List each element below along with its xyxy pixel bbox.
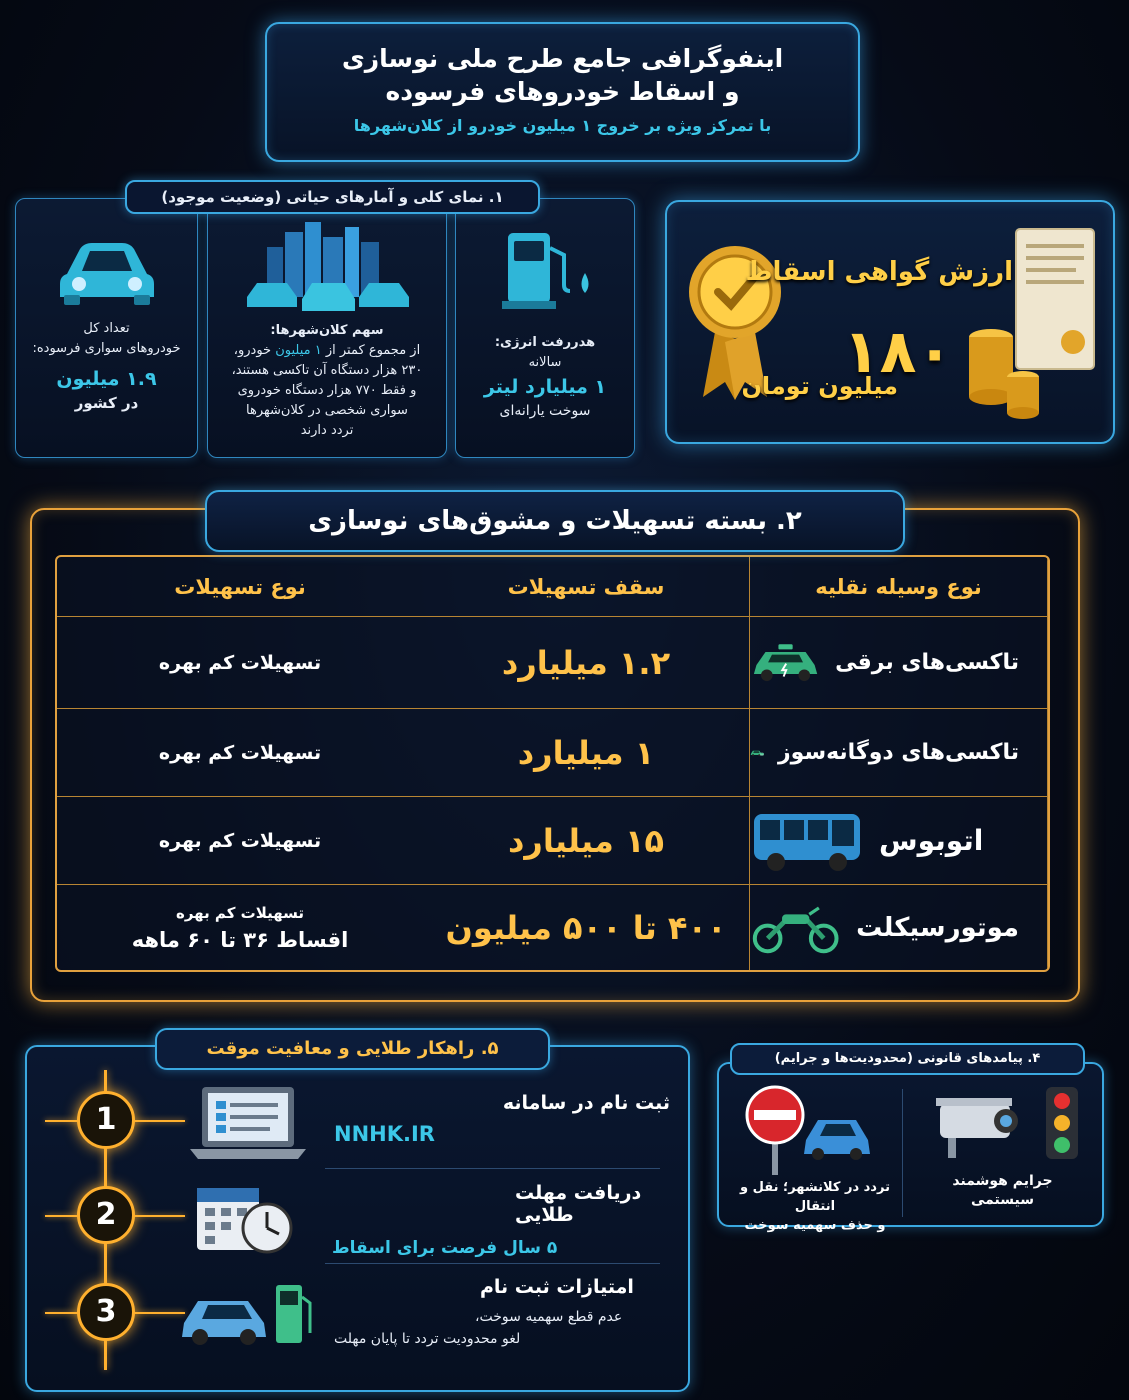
car-icon	[52, 229, 162, 309]
row-cap-motorcycle: ۴۰۰ تا ۵۰۰ میلیون	[423, 885, 750, 970]
page-header	[265, 22, 860, 162]
row-type-bus: تسهیلات کم بهره	[57, 797, 423, 885]
cng-taxi-icon	[750, 722, 764, 784]
page-title-line2: و اسقاط خودروهای فرسوده	[385, 77, 740, 106]
cities-line2: ۲۳۰ هزار دستگاه آن تاکسی هستند،	[231, 363, 423, 378]
cities-line5: تردد دارند	[300, 423, 354, 438]
section1-label: ۱. نمای کلی و آمارهای حیاتی (وضعیت موجود)	[125, 180, 540, 214]
step1-text	[330, 1092, 670, 1146]
total-cars-line2: خودروهای سواری فرسوده:	[32, 341, 181, 356]
car-fuel-icon	[178, 1275, 318, 1355]
cng-badge: CNG	[760, 754, 764, 756]
traffic-light-icon	[1040, 1085, 1085, 1165]
step3-number: 3	[77, 1283, 135, 1341]
header-vehicle: نوع وسیله نقلیه	[750, 557, 1048, 617]
step1-link[interactable]: NNHK.IR	[334, 1122, 435, 1146]
section5-label: ۵. راهکار طلایی و معافیت موقت	[155, 1028, 550, 1070]
step2-text	[330, 1182, 670, 1258]
row-cap-bus: ۱۵ میلیارد	[423, 797, 750, 885]
step1-number: 1	[77, 1091, 135, 1149]
speed-camera-icon	[930, 1090, 1030, 1165]
row-type-motorcycle: تسهیلات کم بهره اقساط ۳۶ تا ۶۰ ماهه	[131, 903, 349, 952]
row-cap-electric-taxi: ۱.۲ میلیارد	[423, 617, 750, 709]
step3-line2: لغو محدودیت تردد تا پایان مهلت	[334, 1331, 521, 1347]
cities-line4: سواری شخصی در کلان‌شهرها	[246, 403, 408, 418]
section4-label: ۴. پیامدهای قانونی (محدودیت‌ها و جرایم)	[730, 1043, 1085, 1075]
calendar-clock-icon	[193, 1178, 298, 1258]
step3-title: امتیازات ثبت نام	[480, 1276, 634, 1298]
step2-title: دریافت مهلت طلایی	[515, 1182, 642, 1226]
stat-card-total-cars	[15, 198, 198, 458]
certificate-unit: میلیون تومان	[741, 372, 898, 400]
stat-card-cities	[207, 198, 447, 458]
row-vehicle-motorcycle: موتورسیکلت	[750, 885, 1048, 970]
stat-card-energy	[455, 198, 635, 458]
row-vehicle-electric-taxi: تاکسی‌های برقی	[750, 617, 1048, 709]
energy-line3: سوخت یارانه‌ای	[499, 403, 591, 419]
energy-line2: سالانه	[528, 355, 562, 370]
row-type-electric-taxi: تسهیلات کم بهره	[57, 617, 423, 709]
total-cars-value: ۱.۹ میلیون	[56, 368, 157, 390]
fuel-pump-icon	[490, 223, 600, 313]
step3-line1: عدم قطع سهمیه سوخت،	[475, 1309, 623, 1325]
energy-line1: هدررفت انرژی:	[494, 335, 596, 350]
step-divider-1	[325, 1168, 660, 1169]
scrap-certificate-box	[665, 200, 1115, 444]
city-cars-icon	[227, 217, 427, 317]
row-cap-dual-fuel-taxi: ۱ میلیارد	[423, 709, 750, 797]
row-type-dual-fuel-taxi: تسهیلات کم بهره	[57, 709, 423, 797]
row-vehicle-dual-fuel-taxi: تاکسی‌های دوگانه‌سوز CNG	[750, 709, 1048, 797]
total-cars-line1: تعداد کل	[83, 321, 130, 336]
page-title-line1: اینفوگرافی جامع طرح ملی نوسازی	[341, 44, 784, 73]
cities-line1: از مجموع کمتر از ۱ میلیون خودرو،	[233, 343, 421, 358]
header-cap: سقف تسهیلات	[423, 557, 750, 617]
motorcycle-icon	[750, 895, 842, 961]
step3-text	[330, 1276, 670, 1350]
step2-number: 2	[77, 1186, 135, 1244]
certificate-value: ۱۸۰	[843, 317, 953, 387]
page-subtitle: با تمرکز ویژه بر خروج ۱ میلیون خودرو از کلان‌شهرها	[353, 116, 772, 135]
legal-left-text: تردد در کلانشهر؛ نقل و انتقال و حذف سهمیه سوخت	[740, 1180, 890, 1233]
electric-taxi-icon	[750, 632, 821, 694]
incentives-table	[55, 555, 1050, 972]
gold-coins-icon	[963, 307, 1043, 427]
total-cars-line3: در کشور	[74, 394, 139, 412]
section2-label: ۲. بسته تسهیلات و مشوق‌های نوسازی	[205, 490, 905, 552]
step1-title: ثبت نام در سامانه	[502, 1092, 670, 1114]
energy-value: ۱ میلیارد لیتر	[483, 376, 607, 398]
cities-heading: سهم کلان‌شهرها:	[270, 323, 384, 338]
step-divider-2	[325, 1263, 660, 1264]
legal-divider	[902, 1089, 903, 1217]
blue-car-icon	[800, 1108, 875, 1163]
step2-subtitle: ۵ سال فرصت برای اسقاط	[332, 1238, 558, 1258]
bus-icon	[750, 808, 865, 874]
header-type: نوع تسهیلات	[57, 557, 423, 617]
legal-right-text: جرایم هوشمند سیستمی	[952, 1173, 1053, 1208]
certificate-title: ارزش گواهی اسقاط	[745, 257, 1013, 287]
laptop-icon	[188, 1083, 308, 1163]
cities-line3: و فقط ۷۷۰ هزار دستگاه خودروی	[237, 383, 417, 398]
row-vehicle-bus: اتوبوس	[750, 797, 1048, 885]
